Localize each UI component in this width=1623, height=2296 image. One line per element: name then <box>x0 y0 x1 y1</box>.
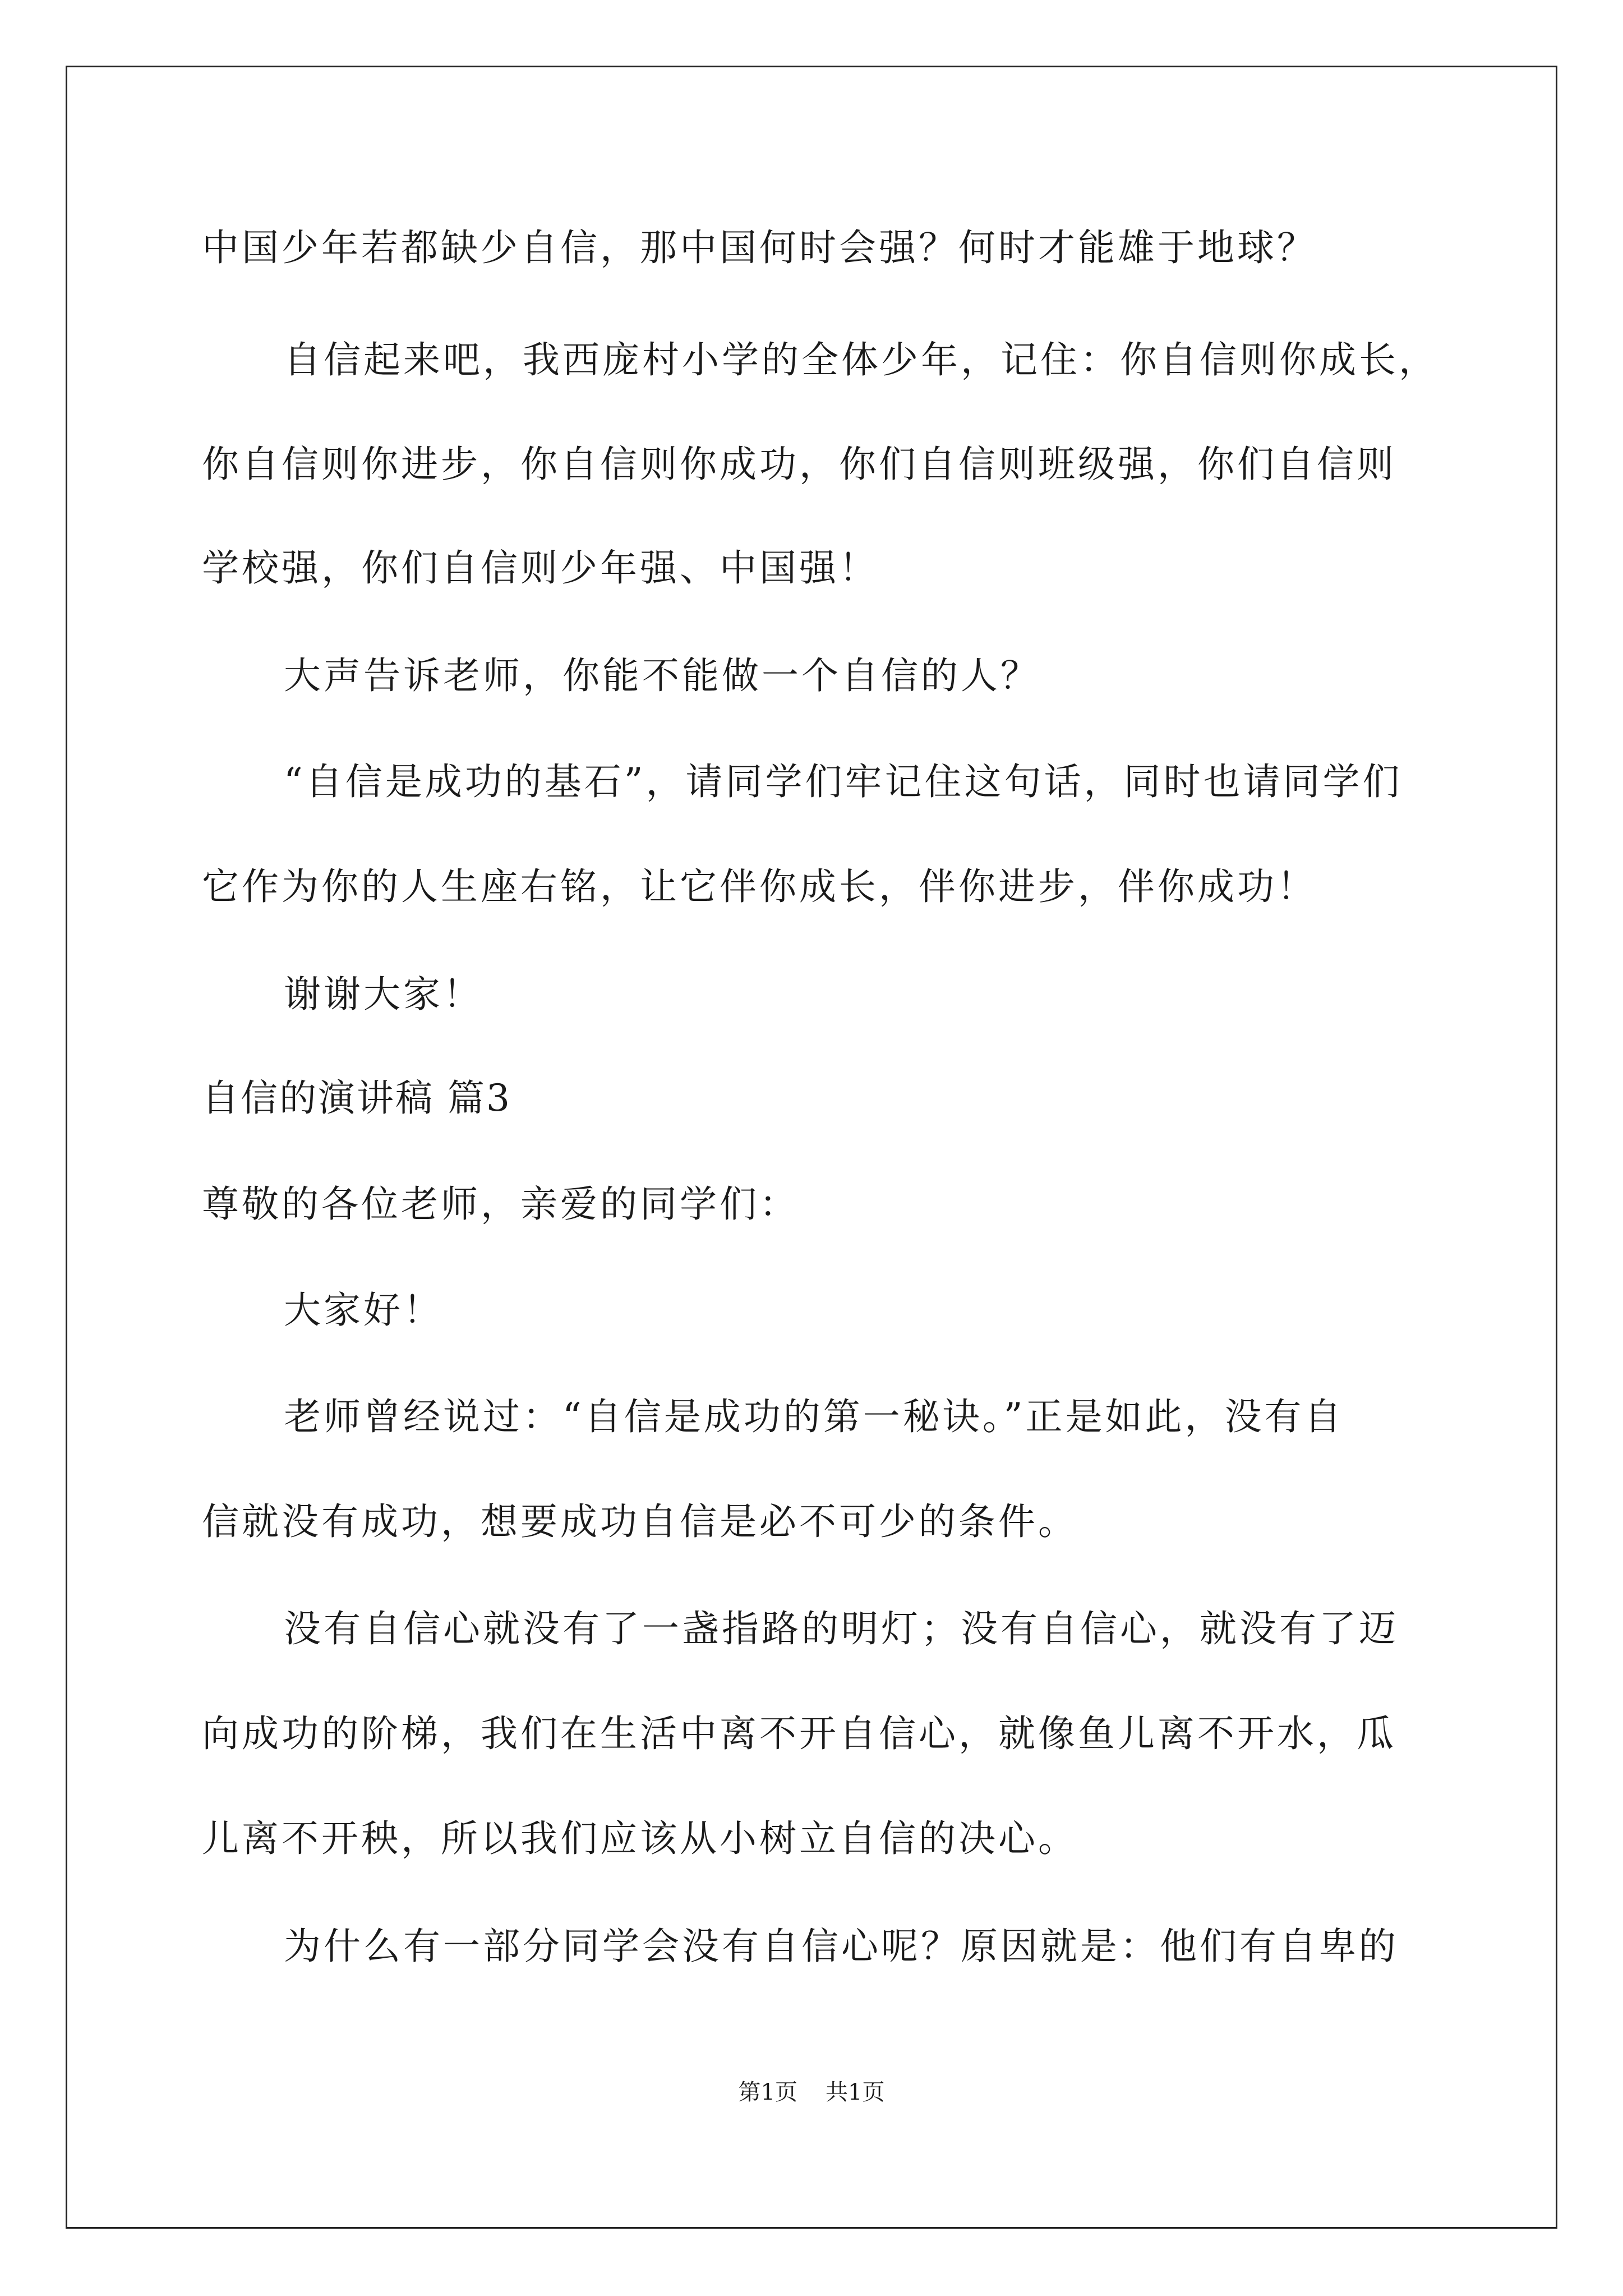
salutation-line: 尊敬的各位老师，亲爱的同学们： <box>202 1182 799 1226</box>
paragraph-line: “自信是成功的基石”，请同学们牢记住这句话，同时也请同学们 <box>284 760 1403 803</box>
greeting-line: 大家好！ <box>284 1289 443 1332</box>
page-border <box>66 66 1557 2229</box>
paragraph-line: 中国少年若都缺少自信，那中国何时会强？何时才能雄于地球？ <box>202 226 1317 269</box>
paragraph-line: 儿离不开秧，所以我们应该从小树立自信的决心。 <box>202 1817 1078 1860</box>
paragraph-line: 信就没有成功，想要成功自信是必不可少的条件。 <box>202 1500 1078 1543</box>
paragraph-line: 向成功的阶梯，我们在生活中离不开自信心，就像鱼儿离不开水，瓜 <box>202 1712 1396 1755</box>
page-total: 共1页 <box>826 2079 885 2105</box>
paragraph-line: 自信起来吧，我西庞村小学的全体少年，记住：你自信则你成长， <box>284 338 1438 381</box>
paragraph-line: 你自信则你进步，你自信则你成功，你们自信则班级强，你们自信则 <box>202 443 1396 486</box>
paragraph-line: 没有自信心就没有了一盏指路的明灯；没有自信心，就没有了迈 <box>284 1607 1399 1650</box>
page-number: 第1页 <box>738 2079 797 2105</box>
paragraph-line: 老师曾经说过：“自信是成功的第一秘诀。”正是如此，没有自 <box>284 1395 1344 1438</box>
paragraph-line: 谢谢大家！ <box>284 973 483 1016</box>
paragraph-line: 大声告诉老师，你能不能做一个自信的人？ <box>284 654 1040 697</box>
paragraph-line: 为什么有一部分同学会没有自信心呢？原因就是：他们有自卑的 <box>284 1925 1399 1968</box>
paragraph-line: 学校强，你们自信则少年强、中国强！ <box>202 546 879 590</box>
section-heading: 自信的演讲稿 篇3 <box>202 1076 511 1120</box>
paragraph-line: 它作为你的人生座右铭，让它伴你成长，伴你进步，伴你成功！ <box>202 865 1317 908</box>
page-footer <box>0 2078 1623 2106</box>
